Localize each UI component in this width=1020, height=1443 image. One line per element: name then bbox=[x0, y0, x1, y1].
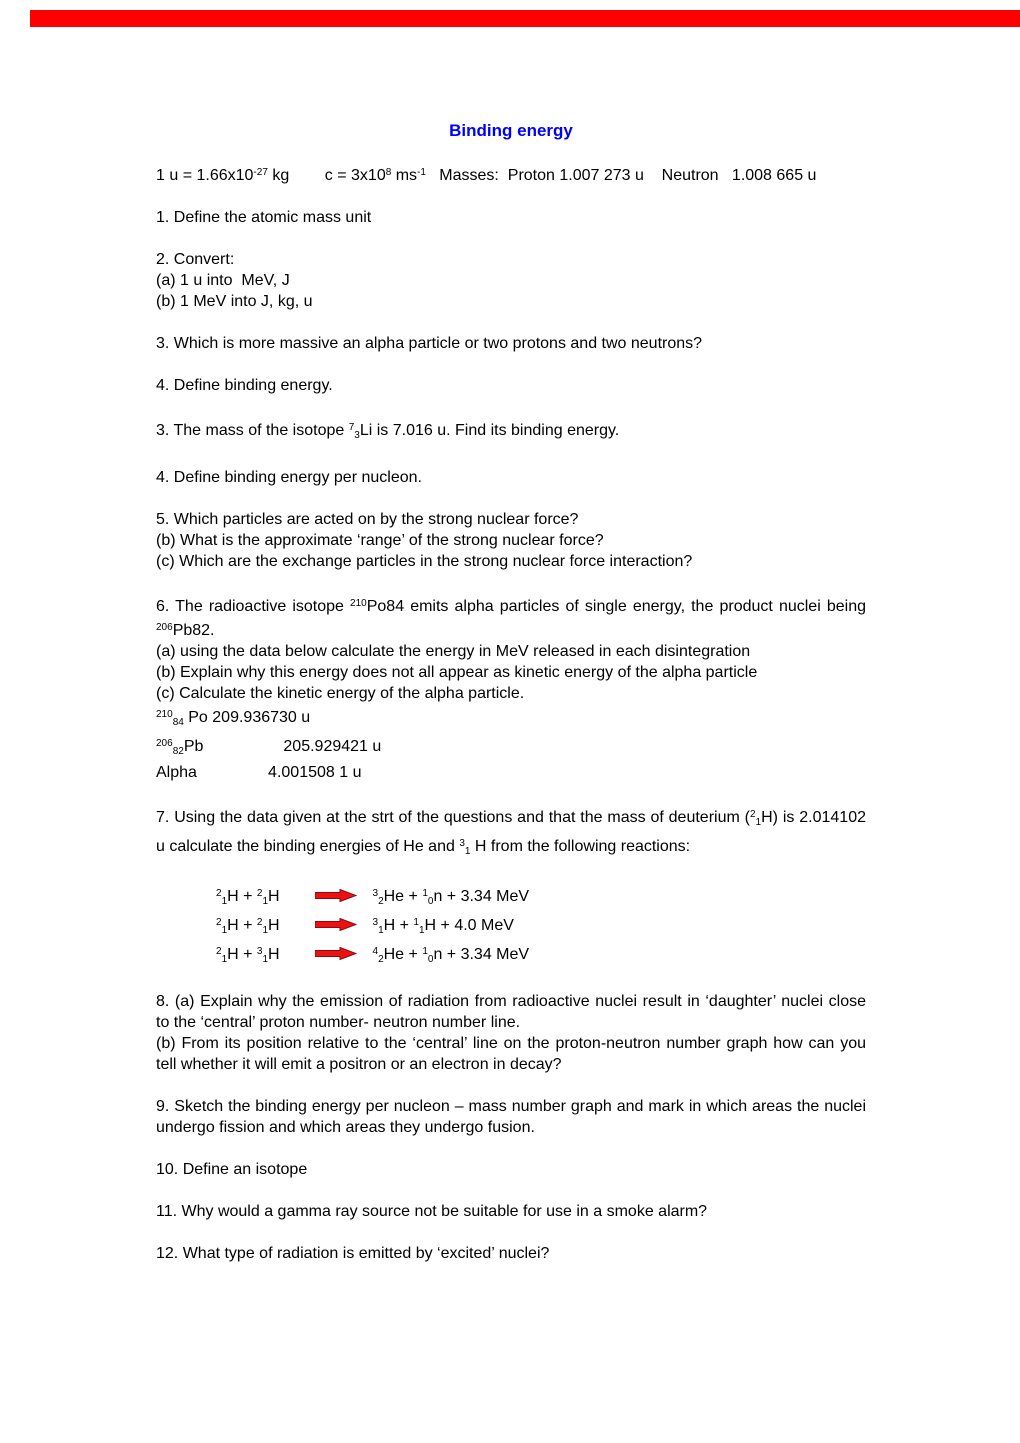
text-segment: H from the following reactions: bbox=[470, 838, 691, 855]
text-segment: 206 bbox=[156, 738, 173, 749]
text-segment: (a) 1 u into MeV, J bbox=[156, 272, 290, 289]
question-6-main bbox=[156, 593, 866, 641]
reaction-3 bbox=[216, 941, 866, 970]
text-segment: 4 bbox=[372, 946, 379, 957]
text-segment: 11. Why would a gamma ray source not be suitable for use in a smoke alarm? bbox=[156, 1203, 708, 1220]
text-segment: Li is 7.016 u. Find its binding energy. bbox=[359, 422, 620, 439]
text-segment: 2 bbox=[256, 917, 263, 928]
text-segment: Pb 205.929421 u bbox=[183, 738, 382, 755]
document-body bbox=[156, 162, 866, 1264]
text-segment: 2. Convert: bbox=[156, 251, 235, 268]
question-9 bbox=[156, 1096, 866, 1138]
text-segment: 1 bbox=[418, 925, 425, 936]
text-segment: H + bbox=[227, 917, 257, 934]
text-segment: 2 bbox=[256, 888, 263, 899]
text-segment: 1 bbox=[422, 946, 428, 957]
question-6-part-b bbox=[156, 662, 866, 683]
text-segment: n + 3.34 MeV bbox=[433, 888, 530, 905]
question-4b bbox=[156, 467, 866, 488]
text-segment: Po84 emits alpha particles of single energy, the product nuclei being bbox=[366, 598, 867, 615]
text-segment: Alpha 4.001508 1 u bbox=[156, 764, 362, 781]
question-2-line-1 bbox=[156, 249, 866, 270]
text-segment: He + bbox=[383, 946, 423, 963]
question-2-line-3 bbox=[156, 291, 866, 312]
reaction-2 bbox=[216, 912, 866, 941]
text-segment: 1 bbox=[422, 888, 428, 899]
text-segment: H bbox=[268, 946, 280, 963]
text-segment: 1 u = 1.66x10 bbox=[156, 167, 254, 184]
top-red-bar bbox=[30, 10, 1020, 27]
text-segment: 9. Sketch the binding energy per nucleon – mass number graph and mark in which areas the nuclei undergo fission and which areas they undergo fusion. bbox=[156, 1098, 866, 1136]
text-segment: 3 bbox=[256, 946, 263, 957]
text-segment: 7 bbox=[348, 422, 355, 433]
text-segment: 1 bbox=[221, 925, 228, 936]
data-line-po bbox=[156, 704, 866, 733]
text-segment: 3 bbox=[354, 430, 360, 441]
text-segment: H) is 2.014102 u calculate the binding energies of He and bbox=[156, 809, 866, 855]
question-4 bbox=[156, 375, 866, 396]
text-segment: 12. What type of radiation is emitted by ‘excited’ nuclei? bbox=[156, 1245, 550, 1262]
reaction-1 bbox=[216, 883, 866, 912]
text-segment: n + 3.34 MeV bbox=[433, 946, 530, 963]
text-segment: 0 bbox=[427, 954, 434, 965]
question-5-line-1 bbox=[156, 509, 866, 530]
text-segment: 1. Define the atomic mass unit bbox=[156, 209, 372, 226]
text-segment: 1 bbox=[221, 954, 228, 965]
text-segment: 4. Define binding energy per nucleon. bbox=[156, 469, 422, 486]
text-segment: H + bbox=[227, 888, 257, 905]
text-segment: 3 bbox=[459, 838, 465, 849]
text-segment: 2 bbox=[216, 917, 222, 928]
text-segment: (c) Which are the exchange particles in the strong nuclear force interaction? bbox=[156, 553, 693, 570]
question-3 bbox=[156, 333, 866, 354]
question-11 bbox=[156, 1201, 866, 1222]
text-segment: Pb82. bbox=[172, 622, 215, 639]
text-segment: 8 bbox=[385, 167, 392, 178]
document-title: Binding energy bbox=[449, 121, 573, 140]
text-segment: 206 bbox=[156, 622, 173, 633]
text-segment: 1 bbox=[378, 925, 384, 936]
data-line-pb bbox=[156, 733, 866, 762]
text-segment: (c) Calculate the kinetic energy of the alpha particle. bbox=[156, 685, 525, 702]
question-3b bbox=[156, 417, 866, 446]
text-segment: 210 bbox=[350, 598, 367, 609]
text-segment: H + 4.0 MeV bbox=[424, 917, 514, 934]
red-arrow-icon bbox=[306, 918, 357, 931]
text-segment: -27 bbox=[253, 167, 268, 178]
question-7 bbox=[156, 804, 866, 862]
question-2-line-2 bbox=[156, 270, 866, 291]
red-arrow-icon bbox=[306, 889, 357, 902]
text-segment: 1 bbox=[413, 917, 419, 928]
question-12 bbox=[156, 1243, 866, 1264]
text-segment: H bbox=[268, 888, 280, 905]
text-segment: 4. Define binding energy. bbox=[156, 377, 333, 394]
text-segment: 3 bbox=[372, 888, 379, 899]
question-10 bbox=[156, 1159, 866, 1180]
text-segment: 2 bbox=[378, 954, 384, 965]
text-segment: (b) What is the approximate ‘range’ of the strong nuclear force? bbox=[156, 532, 604, 549]
question-8-part-a bbox=[156, 991, 866, 1033]
text-segment: 3. The mass of the isotope bbox=[156, 422, 349, 439]
text-segment: 1 bbox=[464, 846, 471, 857]
text-segment: 8. (a) Explain why the emission of radiation from radioactive nuclei result in ‘daughter’ nuclei close to the ‘central’ proton number- neutron number line. bbox=[156, 993, 866, 1031]
question-6-part-a bbox=[156, 641, 866, 662]
data-line-alpha bbox=[156, 762, 866, 783]
text-segment: 10. Define an isotope bbox=[156, 1161, 308, 1178]
text-segment: 0 bbox=[427, 896, 434, 907]
text-segment: 7. Using the data given at the strt of the questions and that the mass of deuterium ( bbox=[156, 809, 750, 826]
text-segment: kg c = 3x10 bbox=[267, 167, 386, 184]
text-segment: Masses: Proton 1.007 273 u Neutron 1.008 665 u bbox=[425, 167, 817, 184]
question-1 bbox=[156, 207, 866, 228]
question-8-part-b bbox=[156, 1033, 866, 1075]
text-segment: H + bbox=[383, 917, 414, 934]
text-segment: He + bbox=[383, 888, 423, 905]
text-segment: 2 bbox=[216, 888, 222, 899]
text-segment: 2 bbox=[378, 896, 384, 907]
text-segment: 1 bbox=[262, 925, 269, 936]
text-segment: H bbox=[268, 917, 280, 934]
text-segment: 2 bbox=[749, 809, 756, 820]
text-segment: 1 bbox=[755, 817, 762, 828]
text-segment: 1 bbox=[221, 896, 228, 907]
text-segment: 82 bbox=[172, 746, 184, 757]
text-segment: H + bbox=[227, 946, 257, 963]
text-segment: -1 bbox=[417, 167, 426, 178]
text-segment: 6. The radioactive isotope bbox=[156, 598, 351, 615]
question-5-line-2 bbox=[156, 530, 866, 551]
text-segment: (b) 1 MeV into J, kg, u bbox=[156, 293, 313, 310]
text-segment: 2 bbox=[216, 946, 222, 957]
question-5-line-3 bbox=[156, 551, 866, 572]
text-segment: (a) using the data below calculate the energy in MeV released in each disintegration bbox=[156, 643, 751, 660]
text-segment: 5. Which particles are acted on by the strong nuclear force? bbox=[156, 511, 579, 528]
question-6-part-c bbox=[156, 683, 866, 704]
text-segment: 210 bbox=[156, 709, 173, 720]
text-segment: 3 bbox=[372, 917, 379, 928]
constants-line bbox=[156, 162, 866, 186]
text-segment: (b) From its position relative to the ‘central’ line on the proton-neutron number graph how can you tell whether it will emit a positron or an electron in decay? bbox=[156, 1035, 866, 1073]
text-segment: (b) Explain why this energy does not all appear as kinetic energy of the alpha particle bbox=[156, 664, 758, 681]
text-segment: 1 bbox=[262, 896, 269, 907]
text-segment: ms bbox=[391, 167, 418, 184]
text-segment: Po 209.936730 u bbox=[183, 709, 311, 726]
text-segment: 84 bbox=[172, 717, 184, 728]
text-segment: 3. Which is more massive an alpha particle or two protons and two neutrons? bbox=[156, 335, 703, 352]
text-segment: 1 bbox=[262, 954, 269, 965]
red-arrow-icon bbox=[306, 947, 357, 960]
